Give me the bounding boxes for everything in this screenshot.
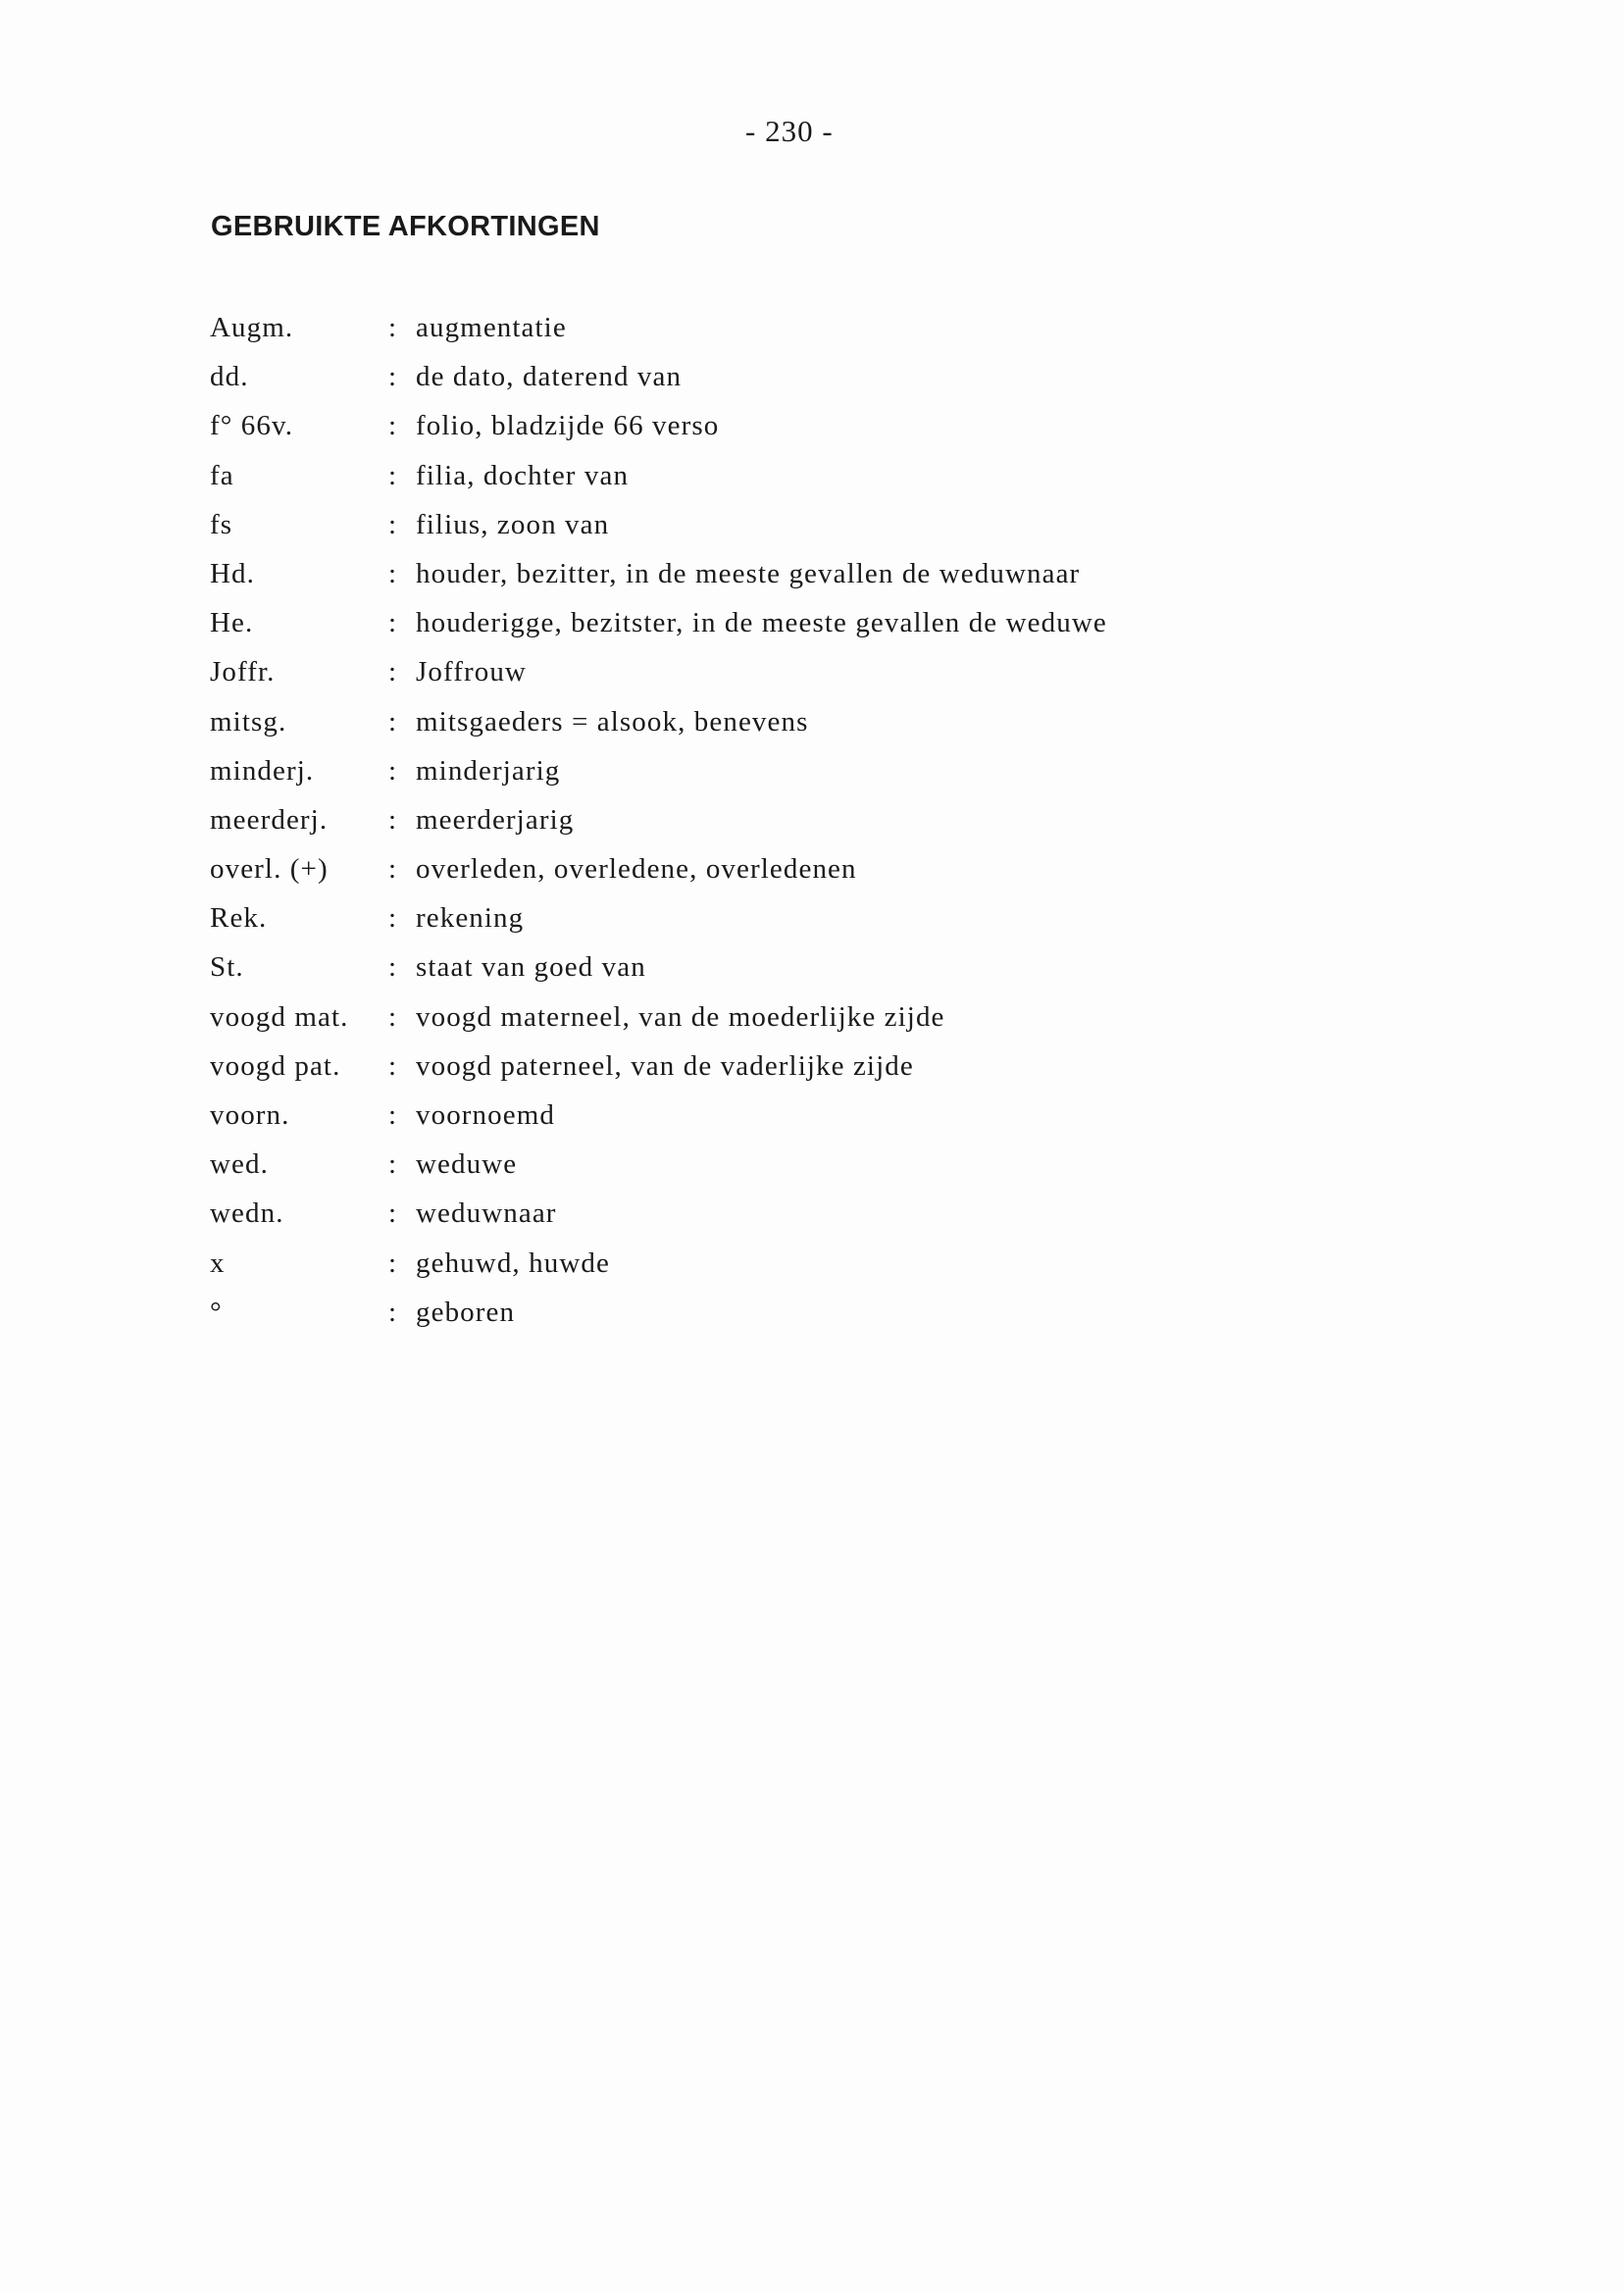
abbreviation-term: voogd mat. bbox=[210, 1000, 349, 1033]
abbreviation-row bbox=[210, 558, 1387, 607]
abbreviation-term: Rek. bbox=[210, 902, 268, 935]
abbreviation-term: St. bbox=[210, 951, 244, 984]
abbreviation-definition: Joffrouw bbox=[416, 656, 527, 688]
abbreviation-row bbox=[210, 755, 1387, 804]
abbreviation-row bbox=[210, 1247, 1387, 1297]
abbreviation-separator: : bbox=[388, 1197, 398, 1230]
abbreviation-row bbox=[210, 1148, 1387, 1197]
abbreviation-definition: geboren bbox=[416, 1296, 516, 1328]
abbreviation-separator: : bbox=[388, 557, 398, 589]
abbreviation-list bbox=[210, 312, 1387, 1346]
abbreviation-row bbox=[210, 1297, 1387, 1346]
abbreviation-separator: : bbox=[388, 853, 398, 886]
abbreviation-row bbox=[210, 656, 1387, 705]
abbreviation-separator: : bbox=[388, 705, 398, 738]
abbreviation-definition: filia, dochter van bbox=[416, 459, 630, 491]
abbreviation-row bbox=[210, 460, 1387, 509]
abbreviation-definition: overleden, overledene, overledenen bbox=[416, 853, 857, 886]
abbreviation-term: fa bbox=[210, 459, 234, 491]
abbreviation-separator: : bbox=[388, 1148, 398, 1181]
abbreviation-separator: : bbox=[388, 1049, 398, 1082]
abbreviation-term: f° 66v. bbox=[210, 410, 294, 442]
abbreviation-row bbox=[210, 1050, 1387, 1099]
abbreviation-separator: : bbox=[388, 902, 398, 935]
abbreviation-term: minderj. bbox=[210, 754, 315, 787]
abbreviation-term: overl. (+) bbox=[210, 853, 329, 886]
abbreviation-separator: : bbox=[388, 951, 398, 984]
abbreviation-row bbox=[210, 410, 1387, 459]
abbreviation-definition: augmentatie bbox=[416, 312, 567, 343]
abbreviation-term: wed. bbox=[210, 1148, 269, 1181]
abbreviation-term: meerderj. bbox=[210, 803, 329, 836]
abbreviation-definition: de dato, daterend van bbox=[416, 361, 683, 393]
abbreviation-term: mitsg. bbox=[210, 705, 287, 738]
abbreviation-row bbox=[210, 951, 1387, 1000]
abbreviation-row bbox=[210, 607, 1387, 656]
abbreviation-term: voogd pat. bbox=[210, 1049, 341, 1082]
abbreviation-separator: : bbox=[388, 1000, 398, 1033]
abbreviation-separator: : bbox=[388, 607, 398, 639]
abbreviation-row bbox=[210, 361, 1387, 410]
abbreviation-definition: minderjarig bbox=[416, 754, 561, 787]
abbreviation-definition: folio, bladzijde 66 verso bbox=[416, 410, 720, 442]
abbreviation-definition: rekening bbox=[416, 902, 525, 935]
abbreviation-term: voorn. bbox=[210, 1099, 290, 1131]
abbreviation-definition: houder, bezitter, in de meeste gevallen de weduwnaar bbox=[416, 557, 1081, 589]
abbreviation-term: Hd. bbox=[210, 557, 255, 589]
abbreviation-separator: : bbox=[388, 1296, 398, 1328]
abbreviation-definition: weduwnaar bbox=[416, 1197, 557, 1230]
abbreviation-row bbox=[210, 509, 1387, 558]
abbreviation-definition: gehuwd, huwde bbox=[416, 1247, 610, 1279]
abbreviation-separator: : bbox=[388, 312, 398, 343]
abbreviation-definition: voogd materneel, van de moederlijke zijde bbox=[416, 1000, 945, 1033]
abbreviation-row bbox=[210, 853, 1387, 902]
abbreviation-row bbox=[210, 706, 1387, 755]
page-title: GEBRUIKTE AFKORTINGEN bbox=[211, 211, 600, 242]
abbreviation-definition: weduwe bbox=[416, 1148, 518, 1181]
abbreviation-definition: filius, zoon van bbox=[416, 508, 610, 540]
page-number: - 230 - bbox=[745, 114, 834, 148]
abbreviation-separator: : bbox=[388, 361, 398, 393]
abbreviation-definition: staat van goed van bbox=[416, 951, 646, 984]
abbreviation-term: wedn. bbox=[210, 1197, 284, 1230]
abbreviation-separator: : bbox=[388, 656, 398, 688]
abbreviation-separator: : bbox=[388, 803, 398, 836]
abbreviation-definition: voornoemd bbox=[416, 1099, 555, 1131]
abbreviation-separator: : bbox=[388, 1247, 398, 1279]
abbreviation-row bbox=[210, 1197, 1387, 1247]
abbreviation-separator: : bbox=[388, 754, 398, 787]
abbreviation-separator: : bbox=[388, 1099, 398, 1131]
abbreviation-row bbox=[210, 902, 1387, 951]
abbreviation-definition: meerderjarig bbox=[416, 803, 575, 836]
abbreviation-separator: : bbox=[388, 459, 398, 491]
abbreviation-term: ° bbox=[210, 1296, 223, 1328]
abbreviation-definition: mitsgaeders = alsook, benevens bbox=[416, 705, 809, 738]
abbreviation-separator: : bbox=[388, 410, 398, 442]
abbreviation-term: x bbox=[210, 1247, 226, 1279]
abbreviation-definition: houderigge, bezitster, in de meeste gevallen de weduwe bbox=[416, 607, 1107, 639]
abbreviation-term: fs bbox=[210, 508, 233, 540]
abbreviation-row bbox=[210, 1099, 1387, 1148]
abbreviation-row bbox=[210, 312, 1387, 361]
abbreviation-row bbox=[210, 804, 1387, 853]
abbreviation-row bbox=[210, 1001, 1387, 1050]
abbreviation-definition: voogd paterneel, van de vaderlijke zijde bbox=[416, 1049, 914, 1082]
abbreviation-term: He. bbox=[210, 607, 254, 639]
abbreviation-term: Augm. bbox=[210, 312, 294, 343]
abbreviation-term: dd. bbox=[210, 361, 249, 393]
abbreviation-term: Joffr. bbox=[210, 656, 276, 688]
abbreviation-separator: : bbox=[388, 508, 398, 540]
